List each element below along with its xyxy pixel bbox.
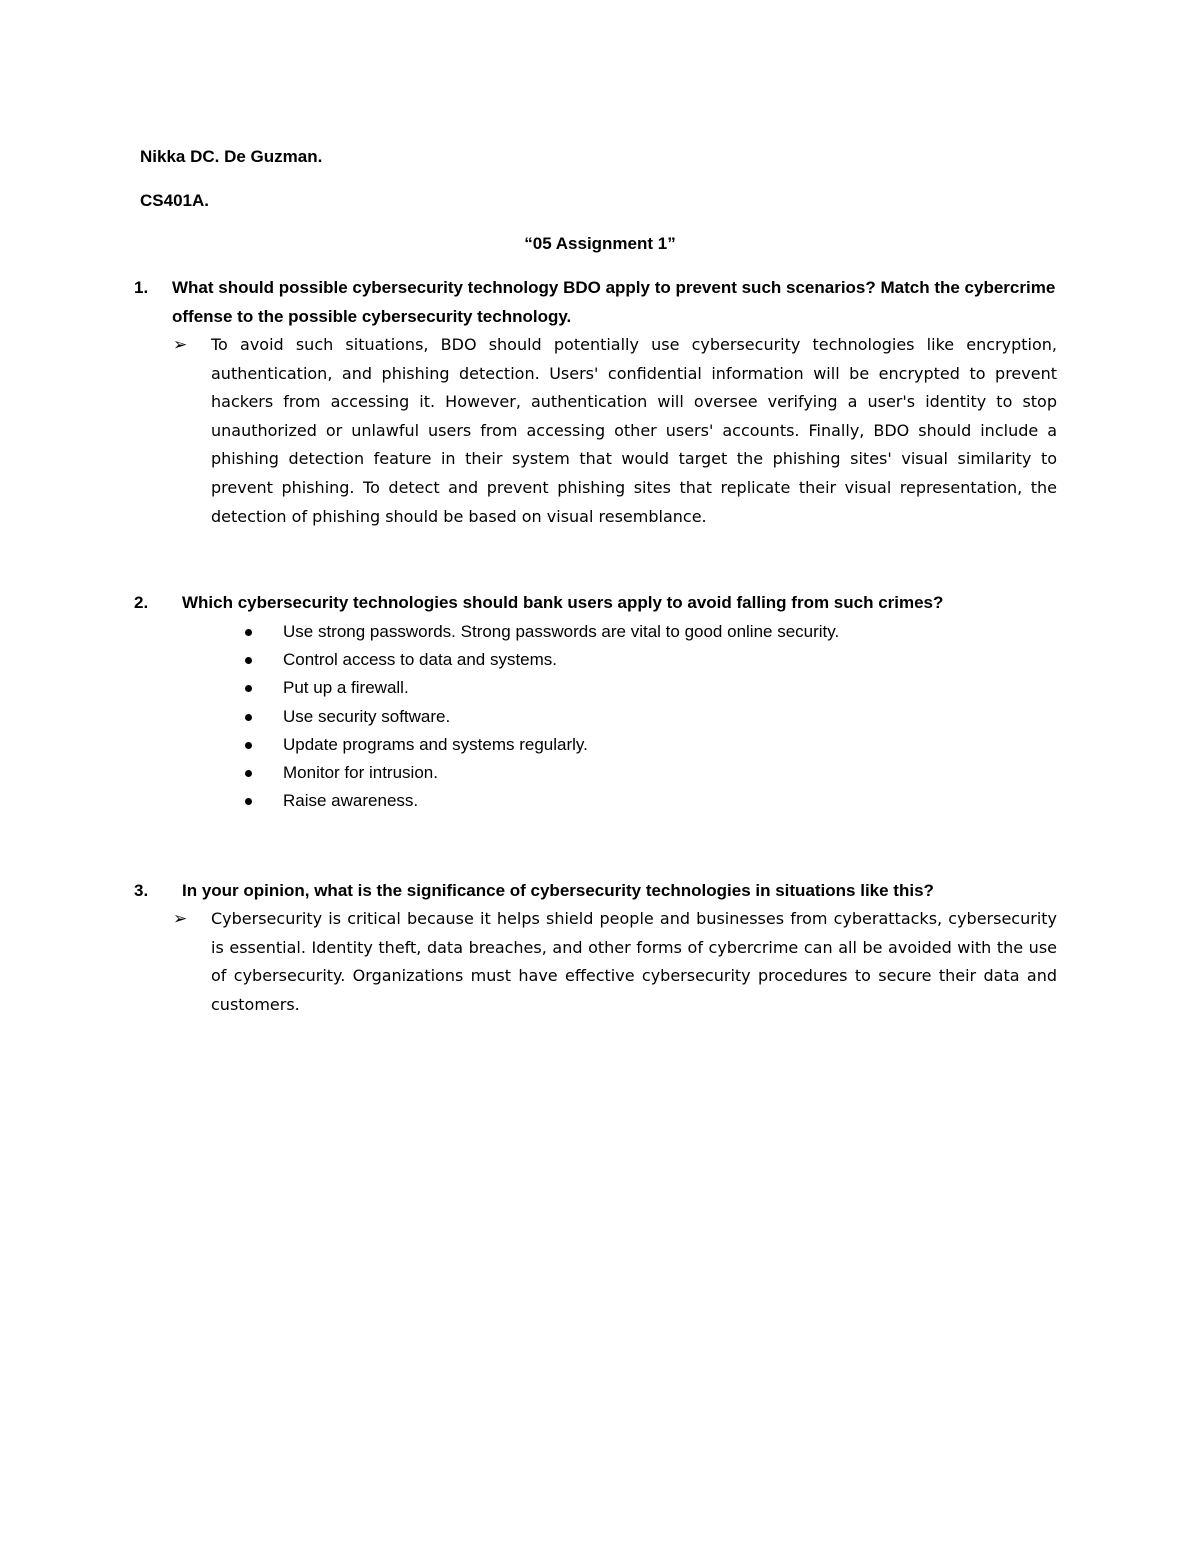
answer-1-text: To avoid such situations, BDO should potentially use cybersecurity technologies like encryption, authentication, and phishing detection. Users' confidential information will be encrypted to prevent hackers from accessing it. However, authentication will oversee verifying a user's identity to stop unauthorized or unlawful users from accessing other users' accounts. Finally, BDO should include a phishing detection feature in their system that would target the phishing sites' visual similarity to prevent phishing. To detect and prevent phishing sites that replicate their visual representation, the detection of phishing should be based on visual resemblance. <box>211 335 1057 526</box>
arrow-bullet-icon: ➢ <box>173 909 188 929</box>
answer-2-list <box>283 618 839 815</box>
bullet-dot-icon <box>245 629 252 636</box>
question-2-number: 2. <box>134 593 149 612</box>
list-item <box>283 618 839 646</box>
document-title: “05 Assignment 1” <box>524 234 676 253</box>
bullet-dot-icon <box>245 714 252 721</box>
bullet-dot-icon <box>245 657 252 664</box>
answer-3 <box>173 905 1057 1019</box>
list-item <box>283 787 839 815</box>
list-item <box>283 646 839 674</box>
question-1 <box>134 274 1057 331</box>
list-item-text: Update programs and systems regularly. <box>283 734 588 754</box>
question-2 <box>134 589 1057 618</box>
list-item <box>283 759 839 787</box>
question-1-text: What should possible cybersecurity technology BDO apply to prevent such scenarios? Match the cybercrime offense to the possible cybersecurity technology. <box>172 278 1056 326</box>
bullet-dot-icon <box>245 798 252 805</box>
list-item-text: Use strong passwords. Strong passwords are vital to good online security. <box>283 622 840 641</box>
question-3 <box>134 877 1057 906</box>
arrow-bullet-icon: ➢ <box>173 335 188 355</box>
question-2-text: Which cybersecurity technologies should bank users apply to avoid falling from such crimes? <box>182 593 944 612</box>
bullet-dot-icon <box>245 685 252 692</box>
list-item-text: Raise awareness. <box>283 791 419 811</box>
answer-3-text: Cybersecurity is critical because it helps shield people and businesses from cyberattacks, cybersecurity is essential. Identity theft, data breaches, and other forms of cybercrime can all be avoided with the use of cybersecurity. Organizations must have effective cybersecurity procedures to secure their data and customers. <box>211 909 1057 1014</box>
bullet-dot-icon <box>245 770 252 777</box>
course-section: CS401A. <box>140 191 209 210</box>
question-1-number: 1. <box>134 278 149 297</box>
author-name: Nikka DC. De Guzman. <box>140 147 323 166</box>
list-item-text: Monitor for intrusion. <box>283 763 438 783</box>
list-item-text: Use security software. <box>283 706 451 726</box>
list-item <box>283 674 839 702</box>
list-item-text: Control access to data and systems. <box>283 650 558 670</box>
answer-1 <box>173 331 1057 531</box>
question-3-text: In your opinion, what is the significance of cybersecurity technologies in situations like this? <box>182 881 934 900</box>
list-item <box>283 731 839 759</box>
question-3-number: 3. <box>134 881 149 900</box>
list-item <box>283 703 839 731</box>
bullet-dot-icon <box>245 742 252 749</box>
list-item-text: Put up a firewall. <box>283 678 409 698</box>
